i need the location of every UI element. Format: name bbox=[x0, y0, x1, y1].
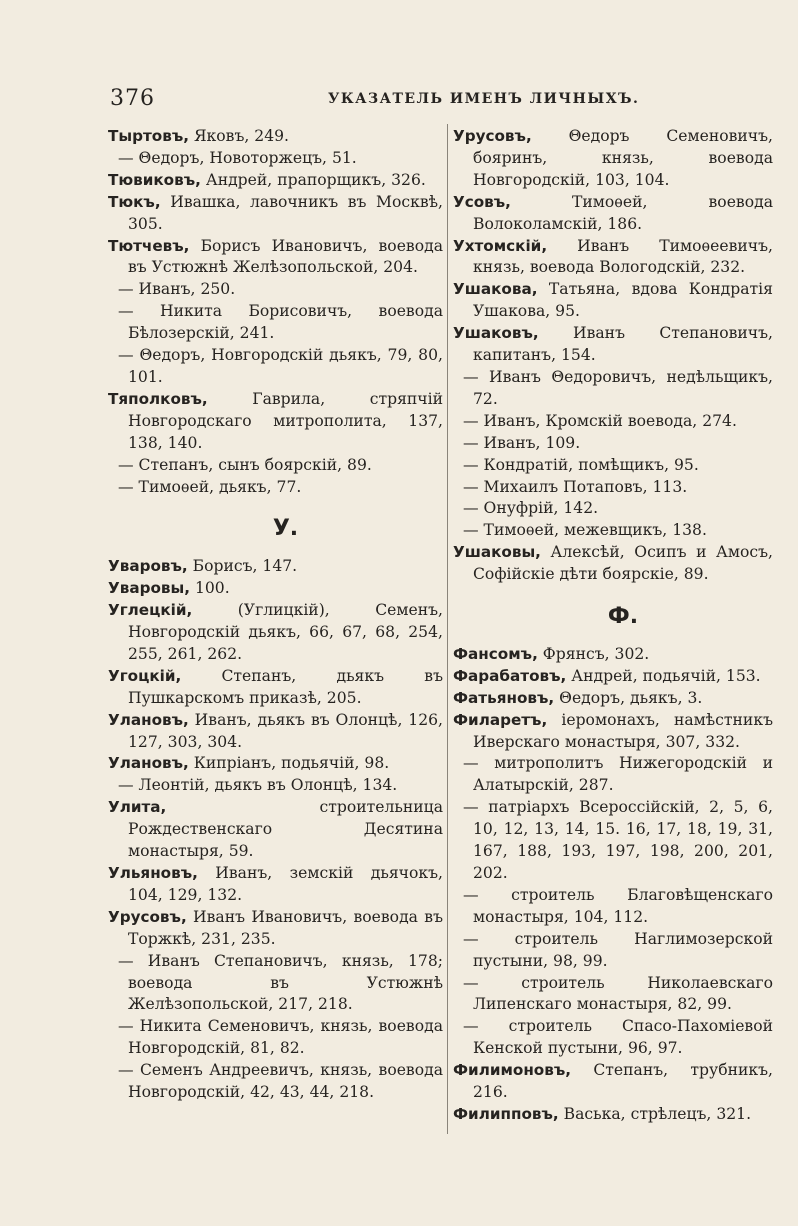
entry-text: іеромонахъ, намѣстникъ Иверскаго монастыря, 307, 332. bbox=[473, 710, 773, 751]
entry-text: — Онуфрій, 142. bbox=[463, 499, 599, 518]
index-entry bbox=[108, 666, 443, 710]
entry-surname: Тювиковъ, bbox=[108, 170, 201, 189]
entry-text: Иванъ Тимоѳеевичъ, князь, воевода Вологодскій, 232. bbox=[473, 236, 773, 277]
index-entry bbox=[453, 1104, 773, 1126]
index-entry bbox=[453, 542, 773, 586]
entry-text: — Иванъ Θедоровичъ, недѣльщикъ, 72. bbox=[463, 367, 773, 408]
index-entry bbox=[108, 907, 443, 951]
index-subentry bbox=[453, 797, 773, 885]
index-subentry bbox=[108, 951, 443, 1017]
entry-surname: Тюкъ, bbox=[108, 192, 161, 211]
entry-text: Тимоѳей, воевода Волоколамскій, 186. bbox=[473, 192, 773, 233]
index-subentry bbox=[453, 929, 773, 973]
entry-text: — патріархъ Всероссійскій, 2, 5, 6, 10, 12, 13, 14, 15. 16, 17, 18, 19, 31, 167, 188, 193, 197, 198, 200, 201, 202. bbox=[463, 798, 773, 882]
entry-text: Алексѣй, Осипъ и Амосъ, Софійскіе дѣти боярскіе, 89. bbox=[473, 543, 773, 584]
entry-text: — Тимоѳей, дьякъ, 77. bbox=[118, 477, 302, 496]
entry-surname: Филипповъ, bbox=[453, 1104, 559, 1123]
index-entry bbox=[108, 863, 443, 907]
index-subentry bbox=[108, 775, 443, 797]
entry-text: — строитель Наглимозерской пустыни, 98, 99. bbox=[463, 929, 773, 970]
index-subentry bbox=[453, 411, 773, 433]
entry-text: — Степанъ, сынъ боярскій, 89. bbox=[118, 455, 372, 474]
entry-text: Андрей, прапорщикъ, 326. bbox=[200, 170, 426, 189]
entry-text: Θедоръ Семеновичъ, бояринъ, князь, воевода Новгородскій, 103, 104. bbox=[473, 127, 773, 189]
entry-text: — Иванъ Степановичъ, князь, 178; воевода въ Устюжнѣ Желѣзопольской, 217, 218. bbox=[118, 951, 443, 1014]
entry-text: — Иванъ, 109. bbox=[463, 433, 581, 452]
index-subentry bbox=[108, 148, 443, 170]
entry-text: Степанъ, трубникъ, 216. bbox=[473, 1061, 773, 1102]
entry-text: — Леонтій, дьякъ въ Олонцѣ, 134. bbox=[118, 776, 398, 795]
entry-text: — Тимоѳей, межевщикъ, 138. bbox=[463, 521, 707, 540]
entry-surname: Тыртовъ, bbox=[108, 127, 189, 145]
right-column bbox=[453, 126, 773, 1126]
entry-surname: Фансомъ, bbox=[453, 644, 538, 663]
index-entry bbox=[453, 644, 773, 666]
entry-surname: Филаретъ, bbox=[453, 710, 548, 729]
entry-surname: Ушакова, bbox=[453, 280, 538, 299]
entry-surname: Ухтомскій, bbox=[453, 236, 548, 255]
index-subentry bbox=[453, 753, 773, 797]
entry-text: — строитель Николаевскаго Липенскаго монастыря, 82, 99. bbox=[463, 973, 773, 1014]
index-entry bbox=[453, 666, 773, 688]
entry-text: Гаврила, стряпчій Новгородскаго митрополита, 137, 138, 140. bbox=[128, 389, 443, 452]
entry-text: — Θедоръ, Новгородскій дьякъ, 79, 80, 101. bbox=[118, 346, 443, 386]
index-subentry bbox=[453, 455, 773, 477]
entry-text: Иванъ Ивановичъ, воевода въ Торжкѣ, 231, 235. bbox=[128, 907, 443, 948]
index-subentry bbox=[453, 367, 773, 411]
page-header bbox=[110, 86, 770, 116]
entry-surname: Филимоновъ, bbox=[453, 1061, 572, 1080]
index-subentry bbox=[453, 477, 773, 499]
index-entry bbox=[453, 192, 773, 236]
index-entry bbox=[108, 236, 443, 280]
entry-text: — Иванъ, 250. bbox=[118, 280, 236, 299]
index-entry bbox=[453, 688, 773, 710]
entry-text: Кипріанъ, подьячій, 98. bbox=[188, 754, 390, 773]
entry-text: — митрополитъ Нижегородскій и Алатырскій, 287. bbox=[463, 754, 773, 795]
index-subentry bbox=[108, 477, 443, 499]
left-column bbox=[108, 126, 443, 1104]
entry-text: строительница Рождественскаго Десятина монастыря, 59. bbox=[128, 798, 443, 861]
entry-surname: Ульяновъ, bbox=[108, 864, 198, 882]
running-title: УКАЗАТЕЛЬ ИМЕНЪ ЛИЧНЫХЪ. bbox=[328, 91, 640, 107]
index-subentry bbox=[108, 1016, 443, 1060]
index-subentry bbox=[453, 1016, 773, 1060]
index-entry bbox=[108, 710, 443, 754]
entry-text: Степанъ, дьякъ въ Пушкарскомъ приказѣ, 205. bbox=[128, 666, 443, 707]
index-subentry bbox=[108, 455, 443, 477]
entry-surname: Ушаковы, bbox=[453, 543, 541, 562]
entry-surname: Фарабатовъ, bbox=[453, 666, 567, 685]
entry-surname: Ушаковъ, bbox=[453, 324, 539, 343]
entry-text: Борисъ Ивановичъ, воевода въ Устюжнѣ Желѣзопольской, 204. bbox=[128, 236, 443, 277]
entry-surname: Тютчевъ, bbox=[108, 236, 190, 255]
entry-text: — Кондратій, помѣщикъ, 95. bbox=[463, 455, 699, 474]
index-entry bbox=[453, 126, 773, 192]
index-entry bbox=[453, 710, 773, 754]
entry-text: Ивашка, лавочникъ въ Москвѣ, 305. bbox=[128, 192, 443, 233]
index-entry bbox=[453, 279, 773, 323]
entry-text: — Иванъ, Кромскій воевода, 274. bbox=[463, 411, 737, 430]
index-entry bbox=[108, 797, 443, 863]
section-letter: Ф. bbox=[607, 604, 639, 630]
index-entry bbox=[108, 600, 443, 666]
entry-surname: Угоцкій, bbox=[108, 666, 182, 685]
index-subentry bbox=[453, 498, 773, 520]
entry-text: Яковъ, 249. bbox=[189, 127, 290, 145]
entry-text: — Θедоръ, Новоторжецъ, 51. bbox=[118, 148, 357, 167]
index-entry bbox=[108, 192, 443, 236]
index-subentry bbox=[453, 433, 773, 455]
entry-text: Иванъ, дьякъ въ Олонцѣ, 126, 127, 303, 304. bbox=[128, 710, 443, 751]
entry-surname: Улита, bbox=[108, 798, 167, 817]
index-entry bbox=[108, 170, 443, 192]
entry-surname: Тяполковъ, bbox=[108, 389, 208, 408]
index-subentry bbox=[108, 345, 443, 389]
entry-text: Иванъ, земскій дьячокъ, 104, 129, 132. bbox=[128, 864, 443, 904]
entry-surname: Урусовъ, bbox=[108, 907, 187, 926]
entry-text: 100. bbox=[190, 579, 230, 598]
entry-text: Борисъ, 147. bbox=[187, 557, 298, 576]
index-entry bbox=[108, 556, 443, 578]
entry-text: — Семенъ Андреевичъ, князь, воевода Новгородскій, 42, 43, 44, 218. bbox=[118, 1061, 443, 1102]
index-subentry bbox=[453, 520, 773, 542]
index-subentry bbox=[108, 301, 443, 345]
entry-surname: Уваровы, bbox=[108, 579, 190, 598]
section-letter: У. bbox=[272, 516, 299, 542]
index-entry bbox=[453, 236, 773, 280]
index-entry bbox=[108, 389, 443, 455]
entry-surname: Усовъ, bbox=[453, 192, 511, 211]
entry-surname: Улановъ, bbox=[108, 710, 189, 729]
entry-text: — Михаилъ Потаповъ, 113. bbox=[463, 477, 688, 496]
entry-text: Андрей, подьячій, 153. bbox=[566, 666, 761, 685]
page-number: 376 bbox=[110, 86, 155, 111]
index-entry bbox=[108, 126, 443, 148]
index-entry bbox=[453, 1060, 773, 1104]
entry-surname: Углецкій, bbox=[108, 601, 193, 620]
entry-text: Θедоръ, дьякъ, 3. bbox=[554, 688, 703, 707]
index-subentry bbox=[453, 973, 773, 1017]
entry-surname: Улановъ, bbox=[108, 754, 189, 773]
index-subentry bbox=[108, 1060, 443, 1104]
index-subentry bbox=[108, 279, 443, 301]
entry-text: — строитель Спасо-Пахоміевой Кенской пустыни, 96, 97. bbox=[463, 1017, 773, 1058]
entry-text: Фрянсъ, 302. bbox=[537, 644, 650, 663]
entry-text: — строитель Благовѣщенскаго монастыря, 104, 112. bbox=[463, 885, 773, 926]
index-entry bbox=[453, 323, 773, 367]
column-divider bbox=[447, 124, 448, 1134]
entry-surname: Урусовъ, bbox=[453, 127, 532, 145]
entry-text: — Никита Борисовичъ, воевода Бѣлозерскій, 241. bbox=[118, 302, 443, 343]
index-entry bbox=[108, 578, 443, 600]
entry-text: Васька, стрѣлецъ, 321. bbox=[558, 1104, 752, 1123]
entry-text: — Никита Семеновичъ, князь, воевода Новгородскій, 81, 82. bbox=[118, 1017, 443, 1058]
entry-text: Татьяна, вдова Кондратія Ушакова, 95. bbox=[473, 280, 773, 321]
index-subentry bbox=[453, 885, 773, 929]
index-entry bbox=[108, 753, 443, 775]
entry-surname: Уваровъ, bbox=[108, 557, 188, 576]
entry-surname: Фатьяновъ, bbox=[453, 688, 555, 707]
entry-text: (Углицкій), Семенъ, Новгородскій дьякъ, 66, 67, 68, 254, 255, 261, 262. bbox=[128, 601, 443, 663]
entry-text: Иванъ Степановичъ, капитанъ, 154. bbox=[473, 324, 773, 365]
